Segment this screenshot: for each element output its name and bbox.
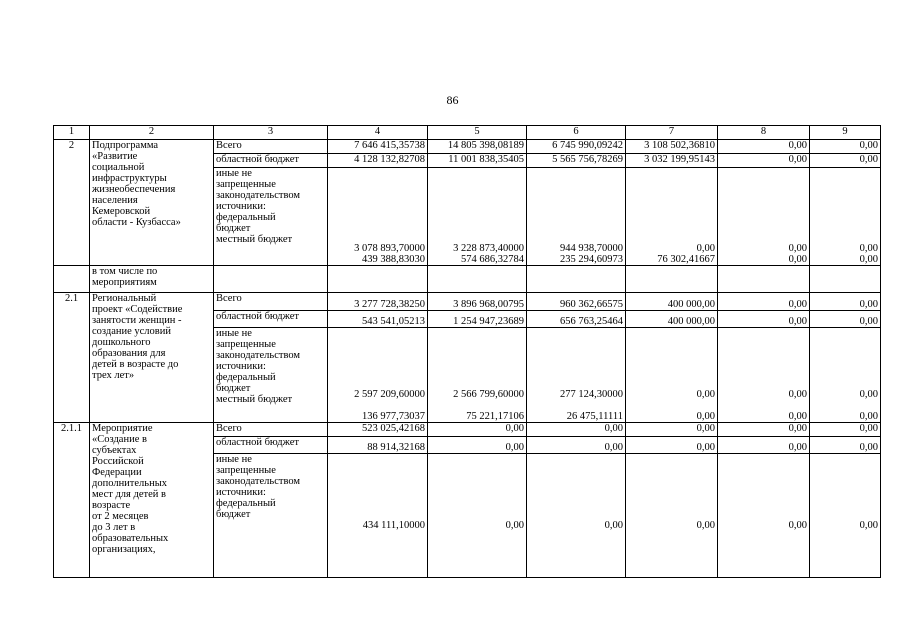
value-cell: 4 128 132,82708 [328, 154, 428, 168]
col-header: 9 [810, 126, 881, 140]
value-cell: 3 078 893,70000 439 388,83030 [328, 168, 428, 266]
value-cell: 543 541,05213 [328, 311, 428, 328]
funding-source: иные не запрещенные законодательством источники: федеральный бюджет [214, 454, 328, 578]
program-name: Мероприятие «Создание в субъектах Российской Федерации дополнительных мест для детей в возрасте от 2 месяцев до 3 лет в образовательных организациях, [90, 423, 214, 578]
value-cell: 0,00 0,00 [810, 168, 881, 266]
value-cell: 0,00 0,00 [718, 328, 810, 423]
value-cell: 0,00 [718, 154, 810, 168]
funding-source: Всего [214, 140, 328, 154]
value-cell: 0,00 [810, 454, 881, 578]
value-cell: 0,00 [527, 423, 626, 437]
value-cell: 0,00 [810, 140, 881, 154]
value-cell: 0,00 0,00 [718, 168, 810, 266]
value-cell: 0,00 [718, 311, 810, 328]
row-number: 2 [54, 140, 90, 266]
value-cell: 2 566 799,60000 75 221,17106 [428, 328, 527, 423]
value-cell: 3 108 502,36810 [626, 140, 718, 154]
value-cell: 0,00 [718, 454, 810, 578]
value-cell: 14 805 398,08189 [428, 140, 527, 154]
value-cell: 0,00 [428, 454, 527, 578]
value-cell: 3 277 728,38250 [328, 293, 428, 311]
value-cell: 0,00 [718, 293, 810, 311]
value-cell: 434 111,10000 [328, 454, 428, 578]
funding-source: Всего [214, 423, 328, 437]
value-cell: 0,00 [428, 437, 527, 454]
col-header: 8 [718, 126, 810, 140]
page-number: 86 [446, 93, 459, 107]
value-cell: 944 938,70000 235 294,60973 [527, 168, 626, 266]
value-cell: 277 124,30000 26 475,11111 [527, 328, 626, 423]
col-header: 1 [54, 126, 90, 140]
value-cell: 523 025,42168 [328, 423, 428, 437]
value-cell: 0,00 [718, 423, 810, 437]
value-cell: 0,00 [626, 437, 718, 454]
program-name: Подпрограмма «Развитие социальной инфраструктуры жизнеобеспечения населения Кемеровской области - Кузбасса» [90, 140, 214, 266]
value-cell: 5 565 756,78269 [527, 154, 626, 168]
value-cell: 400 000,00 [626, 293, 718, 311]
funding-source: областной бюджет [214, 154, 328, 168]
value-cell: 0,00 [810, 154, 881, 168]
value-cell: 0,00 [810, 293, 881, 311]
col-header: 3 [214, 126, 328, 140]
value-cell: 11 001 838,35405 [428, 154, 527, 168]
budget-table [53, 125, 881, 578]
value-cell: 0,00 0,00 [626, 328, 718, 423]
funding-source: иные не запрещенные законодательством источники: федеральный бюджет местный бюджет [214, 328, 328, 423]
value-cell: 0,00 [810, 437, 881, 454]
value-cell: 6 745 990,09242 [527, 140, 626, 154]
col-header: 7 [626, 126, 718, 140]
col-header: 4 [328, 126, 428, 140]
program-name: в том числе по мероприятиям [90, 266, 214, 293]
value-cell: 0,00 [428, 423, 527, 437]
funding-source: Всего [214, 293, 328, 311]
col-header: 5 [428, 126, 527, 140]
value-cell: 0,00 [527, 437, 626, 454]
row-number [54, 266, 90, 293]
value-cell: 3 032 199,95143 [626, 154, 718, 168]
value-cell: 7 646 415,35738 [328, 140, 428, 154]
value-cell: 0,00 [527, 454, 626, 578]
value-cell: 0,00 [810, 311, 881, 328]
row-number: 2.1 [54, 293, 90, 423]
value-cell: 0,00 [626, 423, 718, 437]
funding-source: иные не запрещенные законодательством источники: федеральный бюджет местный бюджет [214, 168, 328, 266]
value-cell: 960 362,66575 [527, 293, 626, 311]
value-cell: 2 597 209,60000 136 977,73037 [328, 328, 428, 423]
value-cell: 0,00 [626, 454, 718, 578]
funding-source: областной бюджет [214, 437, 328, 454]
value-cell: 3 896 968,00795 [428, 293, 527, 311]
value-cell: 0,00 76 302,41667 [626, 168, 718, 266]
value-cell: 1 254 947,23689 [428, 311, 527, 328]
value-cell: 0,00 [718, 437, 810, 454]
value-cell: 656 763,25464 [527, 311, 626, 328]
program-name: Региональный проект «Содействие занятости женщин - создание условий дошкольного образования для детей в возрасте до трех лет» [90, 293, 214, 423]
col-header: 6 [527, 126, 626, 140]
col-header: 2 [90, 126, 214, 140]
value-cell: 0,00 [718, 140, 810, 154]
table-row [54, 293, 881, 311]
value-cell: 88 914,32168 [328, 437, 428, 454]
funding-source: областной бюджет [214, 311, 328, 328]
value-cell: 0,00 0,00 [810, 328, 881, 423]
table-row [54, 140, 881, 154]
row-number: 2.1.1 [54, 423, 90, 578]
value-cell: 400 000,00 [626, 311, 718, 328]
table-row [54, 266, 881, 293]
value-cell: 0,00 [810, 423, 881, 437]
value-cell: 3 228 873,40000 574 686,32784 [428, 168, 527, 266]
header-row [54, 126, 881, 140]
table-row [54, 423, 881, 437]
